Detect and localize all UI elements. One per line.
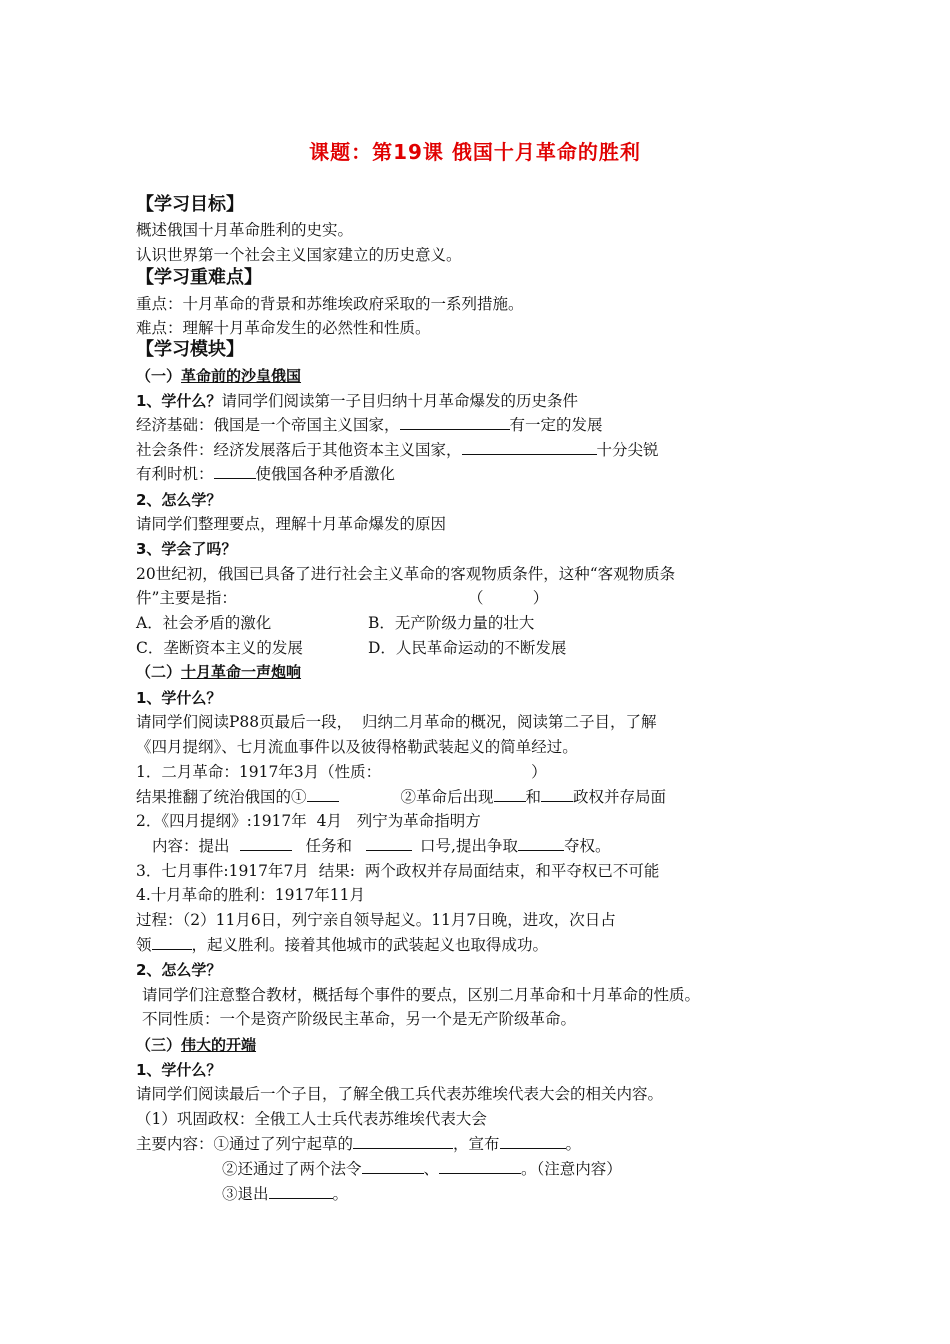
quiz-line: 20世纪初，俄国已具备了进行社会主义革命的客观物质条件，这种“客观物质条 xyxy=(136,565,676,583)
answer-blank[interactable] xyxy=(269,1183,333,1199)
answer-blank[interactable] xyxy=(307,786,339,802)
answer-blank[interactable] xyxy=(541,786,573,802)
section2-title: （二）十月革命一声炮响 xyxy=(136,663,302,681)
main-content-line: 主要内容：①通过了列宁起草的 ，宣布 。 xyxy=(136,1135,582,1153)
option-c[interactable]: C．垄断资本主义的发展 xyxy=(136,639,303,657)
how-line: 请同学们注意整合教材，概括每个事件的要点，区别二月革命和十月革命的性质。 xyxy=(142,986,701,1004)
hard-point: 难点：理解十月革命发生的必然性和性质。 xyxy=(136,319,431,337)
answer-blank[interactable] xyxy=(500,1133,566,1149)
read-line: 请同学们阅读P88页最后一段， 归纳二月革命的概况，阅读第二子目，了解 xyxy=(136,713,657,731)
process-line: 过程：（2）11月6日，列宁亲自领导起义。11月7日晚，进攻，次日占 xyxy=(136,911,616,929)
difficulties-heading: 【学习重难点】 xyxy=(136,267,262,288)
content-line: 内容：提出 任务和 口号,提出争取 夺权。 xyxy=(152,837,611,855)
answer-blank[interactable] xyxy=(152,934,192,950)
lesson-title: 课题：第19课 俄国十月革命的胜利 xyxy=(309,140,641,164)
answer-blank[interactable] xyxy=(462,439,597,455)
section1-q2: 2、怎么学？ xyxy=(136,491,222,509)
answer-blank[interactable] xyxy=(240,835,292,851)
read-line: 《四月提纲》、七月流血事件以及彼得格勒武装起义的简单经过。 xyxy=(136,738,578,756)
modules-heading: 【学习模块】 xyxy=(136,339,244,360)
section3-title: （三）伟大的开端 xyxy=(136,1036,257,1054)
answer-blank[interactable] xyxy=(439,1158,521,1174)
key-point: 重点：十月革命的背景和苏维埃政府采取的一系列措施。 xyxy=(136,295,524,313)
section2-q2: 2、怎么学？ xyxy=(136,961,222,979)
answer-blank[interactable] xyxy=(400,414,510,430)
quiz-answer-paren[interactable]: （ ） xyxy=(468,589,549,607)
goal-item: 概述俄国十月革命胜利的史实。 xyxy=(136,221,354,239)
answer-blank[interactable] xyxy=(518,835,564,851)
section1-q3: 3、学会了吗？ xyxy=(136,540,237,558)
section3-q1: 1、学什么？ xyxy=(136,1061,222,1079)
option-d[interactable]: D．人民革命运动的不断发展 xyxy=(368,639,567,657)
answer-blank[interactable] xyxy=(494,786,526,802)
option-a[interactable]: A．社会矛盾的激化 xyxy=(136,614,272,632)
section2-q1: 1、学什么？ xyxy=(136,689,222,707)
read-line: 请同学们阅读最后一个子目，了解全俄工兵代表苏维埃代表大会的相关内容。 xyxy=(136,1085,664,1103)
result-line: 结果推翻了统治俄国的① ②革命后出现 和 政权并存局面 xyxy=(136,788,667,806)
feb-revolution-line: 1．二月革命：1917年3月（性质： ） xyxy=(136,763,547,781)
goals-heading: 【学习目标】 xyxy=(136,194,244,215)
quiz-line: 件”主要是指： xyxy=(136,589,237,607)
answer-blank[interactable] xyxy=(362,1158,424,1174)
exit-line: ③退出 。 xyxy=(222,1185,349,1203)
july-events-line: 3．七月事件:1917年7月 结果: 两个政权并存局面结束，和平夺权已不可能 xyxy=(136,862,660,880)
social-condition-line: 社会条件：经济发展落后于其他资本主义国家， 十分尖锐 xyxy=(136,441,659,459)
april-theses-line: 2．《四月提纲》:1917年 4月 列宁为革命指明方 xyxy=(136,812,481,830)
answer-blank[interactable] xyxy=(366,835,412,851)
option-b[interactable]: B．无产阶级力量的壮大 xyxy=(368,614,535,632)
goal-item: 认识世界第一个社会主义国家建立的历史意义。 xyxy=(136,246,462,264)
answer-blank[interactable] xyxy=(353,1133,453,1149)
decrees-line: ②还通过了两个法令 、 。（注意内容） xyxy=(222,1160,622,1178)
answer-blank[interactable] xyxy=(214,463,256,479)
econ-basis-line: 经济基础：俄国是一个帝国主义国家， 有一定的发展 xyxy=(136,416,603,434)
chance-line: 有利时机： 使俄国各种矛盾激化 xyxy=(136,465,396,483)
process-line: 领 ，起义胜利。接着其他城市的武装起义也取得成功。 xyxy=(136,936,549,954)
section1-q2-text: 请同学们整理要点，理解十月革命爆发的原因 xyxy=(136,515,447,533)
october-line: 4.十月革命的胜利：1917年11月 xyxy=(136,886,365,904)
how-line: 不同性质：一个是资产阶级民主革命，另一个是无产阶级革命。 xyxy=(142,1010,577,1028)
section1-title: （一）革命前的沙皇俄国 xyxy=(136,367,302,385)
consolidate-line: （1）巩固政权：全俄工人士兵代表苏维埃代表大会 xyxy=(136,1110,487,1128)
section1-q1: 1、学什么？请同学们阅读第一子目归纳十月革命爆发的历史条件 xyxy=(136,392,578,410)
